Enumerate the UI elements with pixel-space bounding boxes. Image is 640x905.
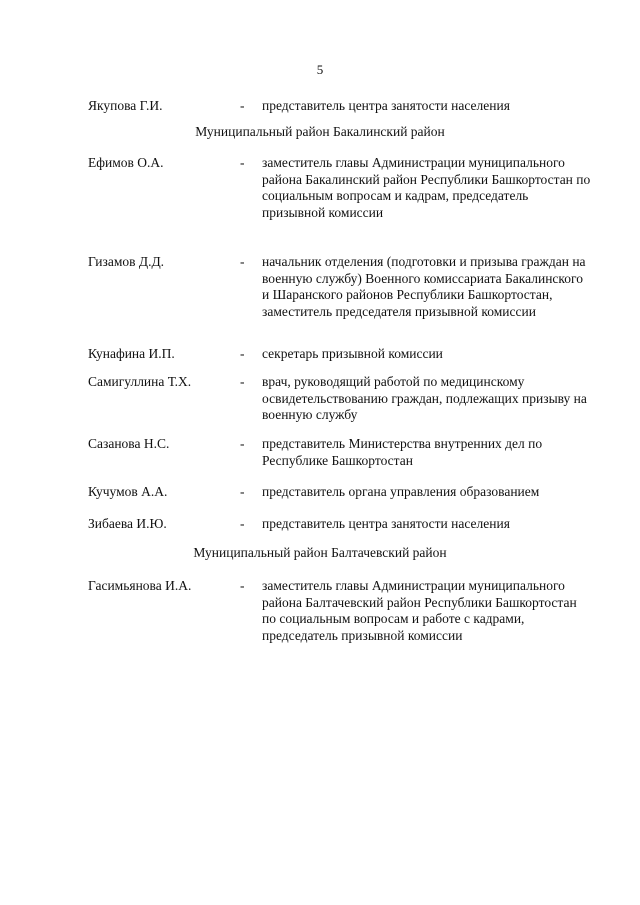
dash: - bbox=[240, 516, 245, 531]
dash: - bbox=[240, 155, 245, 170]
section-title: Муниципальный район Бакалинский район bbox=[195, 124, 445, 139]
member-role: заместитель главы Администрации муниципального района Балтачевский район Республики Башкортостан по социальным вопросам и работе с кадрами, председатель призывной комиссии bbox=[262, 578, 577, 643]
section-title: Муниципальный район Балтачевский район bbox=[193, 545, 447, 560]
member-role: секретарь призывной комиссии bbox=[262, 346, 443, 361]
member-name: Зибаева И.Ю. bbox=[88, 516, 167, 531]
dash: - bbox=[240, 98, 245, 113]
page-number: 5 bbox=[316, 62, 324, 77]
member-role: врач, руководящий работой по медицинскому освидетельствованию граждан, подлежащих призыву на военную службу bbox=[262, 374, 587, 422]
dash: - bbox=[240, 436, 245, 451]
member-name: Ефимов О.А. bbox=[88, 155, 164, 170]
member-name: Гасимьянова И.А. bbox=[88, 578, 192, 593]
member-name: Сазанова Н.С. bbox=[88, 436, 170, 451]
dash: - bbox=[240, 374, 245, 389]
member-role: начальник отделения (подготовки и призыва граждан на военную службу) Военного комиссариата Бакалинского и Шаранского районов Республики Башкортостан, заместитель председателя призывной комиссии bbox=[262, 254, 586, 319]
member-name: Самигуллина Т.Х. bbox=[88, 374, 192, 389]
member-role: представитель центра занятости населения bbox=[262, 516, 510, 531]
member-role: представитель Министерства внутренних дел по Республике Башкортостан bbox=[262, 436, 543, 468]
member-role: представитель органа управления образованием bbox=[262, 484, 540, 499]
dash: - bbox=[240, 578, 245, 593]
member-name: Кучумов А.А. bbox=[88, 484, 168, 499]
member-role: заместитель главы Администрации муниципального района Бакалинский район Республики Башкортостан по социальным вопросам и кадрам, председатель призывной комиссии bbox=[262, 155, 591, 220]
dash: - bbox=[240, 484, 245, 499]
member-name: Якупова Г.И. bbox=[88, 98, 163, 113]
member-role: представитель центра занятости населения bbox=[262, 98, 510, 113]
member-name: Кунафина И.П. bbox=[88, 346, 175, 361]
dash: - bbox=[240, 346, 245, 361]
member-name: Гизамов Д.Д. bbox=[88, 254, 165, 269]
dash: - bbox=[240, 254, 245, 269]
